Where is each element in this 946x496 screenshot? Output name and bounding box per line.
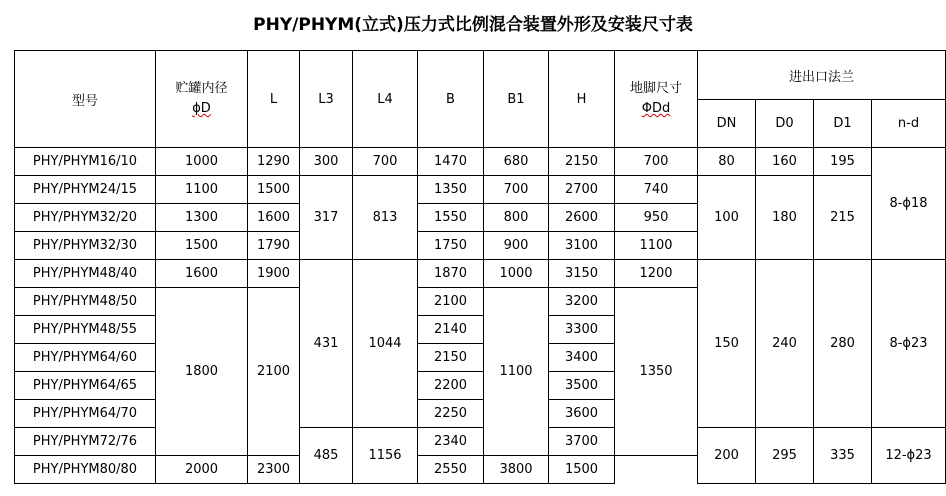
cell-nd: 8-ϕ23: [872, 260, 946, 428]
cell-nd: 12-ϕ23: [872, 428, 946, 484]
cell-B: 2250: [418, 400, 484, 428]
cell-B1: 900: [484, 232, 549, 260]
cell-L4: 1044: [353, 260, 418, 428]
cell-Dd: 1350: [615, 288, 698, 456]
table-row: [15, 176, 946, 204]
cell-model: PHY/PHYM16/10: [15, 148, 156, 176]
dimension-table: [14, 50, 946, 484]
cell-L: 1290: [248, 148, 300, 176]
cell-H: 2700: [549, 176, 615, 204]
header-B: B: [418, 51, 484, 148]
cell-model: PHY/PHYM64/60: [15, 344, 156, 372]
cell-L4: 700: [353, 148, 418, 176]
cell-D1: 335: [814, 428, 872, 484]
cell-Dd: 740: [615, 176, 698, 204]
cell-D: 2000: [156, 456, 248, 484]
cell-L3: 485: [300, 428, 353, 484]
header-DN: DN: [698, 100, 756, 148]
cell-H: 3150: [549, 260, 615, 288]
cell-model: PHY/PHYM72/76: [15, 428, 156, 456]
cell-DN: 150: [698, 260, 756, 428]
cell-B1: 1000: [484, 260, 549, 288]
cell-Dd: 1100: [615, 232, 698, 260]
header-tank-diameter: [156, 51, 248, 148]
cell-L3: 317: [300, 176, 353, 260]
cell-B: 2340: [418, 428, 484, 456]
cell-L: 2300: [248, 456, 300, 484]
cell-model: PHY/PHYM24/15: [15, 176, 156, 204]
cell-Dd: 1200: [615, 260, 698, 288]
header-L: L: [248, 51, 300, 148]
cell-L: 1900: [248, 260, 300, 288]
cell-Dd: 1500: [549, 456, 615, 484]
table-row: [15, 428, 946, 456]
cell-Dd: 700: [615, 148, 698, 176]
cell-L: 1600: [248, 204, 300, 232]
cell-B1: 800: [484, 204, 549, 232]
cell-H: 3400: [549, 344, 615, 372]
cell-B: 2140: [418, 316, 484, 344]
cell-D1: 215: [814, 176, 872, 260]
cell-nd: 8-ϕ18: [872, 148, 946, 260]
header-L3: L3: [300, 51, 353, 148]
header-anchor-size: [615, 51, 698, 148]
cell-DN: 80: [698, 148, 756, 176]
cell-DN: 200: [698, 428, 756, 484]
cell-model: PHY/PHYM80/80: [15, 456, 156, 484]
table-row: [15, 260, 946, 288]
cell-D: 1100: [156, 176, 248, 204]
header-tank-diameter-symbol: ϕD: [192, 101, 211, 116]
header-L4: L4: [353, 51, 418, 148]
cell-H: 2150: [549, 148, 615, 176]
cell-L: 2100: [248, 288, 300, 456]
header-D0: D0: [756, 100, 814, 148]
cell-B: 1550: [418, 204, 484, 232]
header-H: H: [549, 51, 615, 148]
cell-model: PHY/PHYM64/70: [15, 400, 156, 428]
cell-L3: 431: [300, 260, 353, 428]
cell-D0: 180: [756, 176, 814, 260]
cell-model: PHY/PHYM64/65: [15, 372, 156, 400]
cell-H: 3500: [549, 372, 615, 400]
cell-D0: 295: [756, 428, 814, 484]
cell-B: 2100: [418, 288, 484, 316]
cell-model: PHY/PHYM32/20: [15, 204, 156, 232]
header-anchor-symbol: ΦDd: [641, 101, 671, 116]
cell-H: 3700: [549, 428, 615, 456]
cell-B: 1470: [418, 148, 484, 176]
cell-H: 3600: [549, 400, 615, 428]
cell-D1: 280: [814, 260, 872, 428]
cell-B: 1870: [418, 260, 484, 288]
cell-D: 1800: [156, 288, 248, 456]
cell-H: 2600: [549, 204, 615, 232]
cell-L3: 300: [300, 148, 353, 176]
table-row: [15, 148, 946, 176]
cell-H: 3300: [549, 316, 615, 344]
header-D1: D1: [814, 100, 872, 148]
cell-L: 1500: [248, 176, 300, 204]
header-B1: B1: [484, 51, 549, 148]
cell-D0: 240: [756, 260, 814, 428]
cell-H: 3800: [484, 456, 549, 484]
header-tank-diameter-label: 贮罐内径: [175, 81, 228, 96]
cell-B: 2150: [418, 344, 484, 372]
cell-L4: 1156: [353, 428, 418, 484]
cell-L: 1790: [248, 232, 300, 260]
cell-B: 1750: [418, 232, 484, 260]
cell-Dd: 950: [615, 204, 698, 232]
cell-D: 1300: [156, 204, 248, 232]
cell-H: 3100: [549, 232, 615, 260]
cell-D0: 160: [756, 148, 814, 176]
cell-B: 2550: [418, 456, 484, 484]
cell-model: PHY/PHYM32/30: [15, 232, 156, 260]
cell-D: 1600: [156, 260, 248, 288]
cell-D: 1000: [156, 148, 248, 176]
cell-B1: 1100: [484, 288, 549, 456]
header-model: 型号: [15, 51, 156, 148]
cell-DN: 100: [698, 176, 756, 260]
cell-H: 3200: [549, 288, 615, 316]
cell-D: 1500: [156, 232, 248, 260]
header-anchor-label: 地脚尺寸: [629, 81, 682, 96]
cell-B1: 680: [484, 148, 549, 176]
cell-model: PHY/PHYM48/40: [15, 260, 156, 288]
header-nd: n-d: [872, 100, 946, 148]
cell-model: PHY/PHYM48/50: [15, 288, 156, 316]
header-flange: 进出口法兰: [698, 51, 946, 100]
page-title: PHY/PHYM(立式)压力式比例混合装置外形及安装尺寸表: [253, 15, 693, 35]
cell-B: 2200: [418, 372, 484, 400]
cell-model: PHY/PHYM48/55: [15, 316, 156, 344]
cell-L4: 813: [353, 176, 418, 260]
cell-B1: 700: [484, 176, 549, 204]
cell-D1: 195: [814, 148, 872, 176]
cell-B: 1350: [418, 176, 484, 204]
